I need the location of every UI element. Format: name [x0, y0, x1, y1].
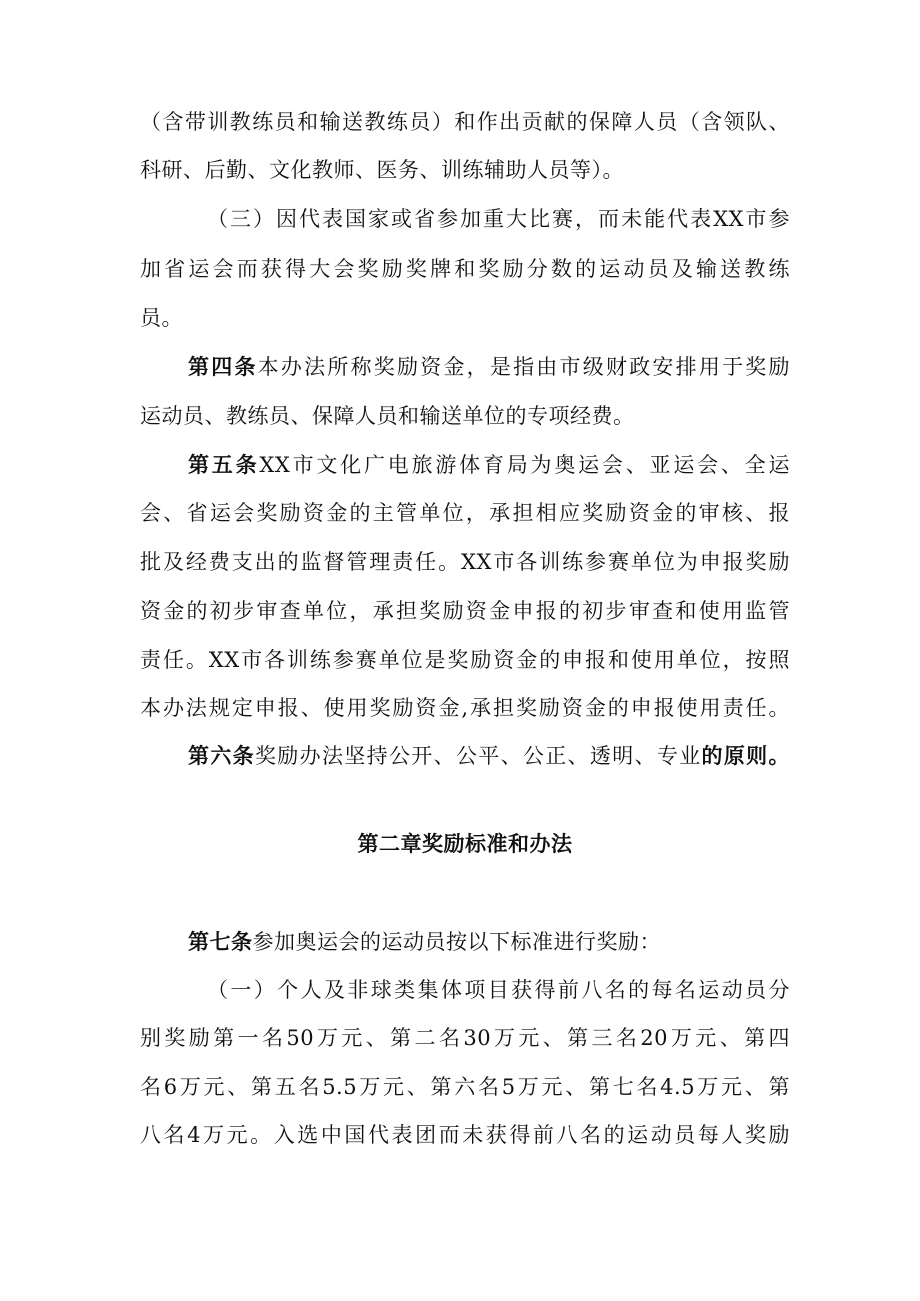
line-text: 本办法所称奖励资金，是指由市级财政安排用于奖励: [257, 355, 791, 379]
article-label: 第五条: [188, 452, 260, 477]
paragraph-line: [140, 303, 790, 333]
paragraph-line: [140, 645, 790, 675]
line-text: 资金的初步审查单位，承担奖励资金申报的初步审查和使用监管: [140, 599, 790, 623]
paragraph-line: [140, 107, 790, 137]
line-text: （含带训教练员和输送教练员）和作出贡献的保障人员（含领队、: [140, 110, 790, 134]
paragraph-line: [207, 975, 790, 1005]
line-text: 八名4万元。入选中国代表团而未获得前八名的运动员每人奖励: [140, 1123, 790, 1147]
chapter-heading: 第二章奖励标准和办法: [357, 831, 573, 856]
paragraph-line: [140, 155, 790, 185]
paragraph-line: [140, 1120, 790, 1150]
line-text: 责任。XX市各训练参赛单位是奖励资金的申报和使用单位，按照: [140, 648, 790, 672]
paragraph-line: [140, 547, 790, 577]
line-text: 本办法规定申报、使用奖励资金,承担奖励资金的申报使用责任。: [140, 696, 790, 720]
line-text: （三）因代表国家或省参加重大比赛，而未能代表XX市参: [207, 207, 790, 231]
line-text: 别奖励第一名50万元、第二名30万元、第三名20万元、第四: [140, 1026, 790, 1050]
line-text: 批及经费支出的监督管理责任。XX市各训练参赛单位为申报奖励: [140, 550, 790, 574]
article-label: 第六条: [188, 743, 255, 768]
line-text: （一）个人及非球类集体项目获得前八名的每名运动员分: [207, 978, 790, 1002]
paragraph-line: [140, 596, 790, 626]
line-text: 加省运会而获得大会奖励奖牌和奖励分数的运动员及输送教练: [140, 257, 790, 281]
line-text: 员。: [140, 306, 183, 330]
line-text: 名6万元、第五名5.5万元、第六名5万元、第七名4.5万元、第: [140, 1075, 790, 1099]
line-text: 会、省运会奖励资金的主管单位，承担相应奖励资金的审核、报: [140, 501, 790, 525]
line-text: 科研、后勤、文化教师、医务、训练辅助人员等）。: [140, 158, 624, 182]
paragraph-line: [140, 498, 790, 528]
article-4-line: [188, 352, 790, 382]
line-text: XX市文化广电旅游体育局为奥运会、亚运会、全运: [259, 453, 790, 477]
article-6-line: [188, 741, 790, 771]
article-label: 第四条: [188, 354, 258, 379]
article-label: 第七条: [188, 929, 253, 954]
article-7-line: [188, 927, 790, 957]
paragraph-line: [140, 693, 790, 723]
line-text-bold-tail: 的原则。: [701, 743, 791, 768]
line-text: 运动员、教练员、保障人员和输送单位的专项经费。: [140, 404, 635, 428]
paragraph-line: [140, 254, 790, 284]
paragraph-line: [140, 1072, 790, 1102]
paragraph-line: [140, 401, 790, 431]
line-text: 参加奥运会的运动员按以下标准进行奖励：: [252, 930, 661, 954]
paragraph-line: [140, 1023, 790, 1053]
paragraph-line: [207, 204, 790, 234]
article-5-line: [188, 450, 790, 480]
line-text: 奖励办法坚持公开、公平、公正、透明、专业: [254, 744, 702, 768]
